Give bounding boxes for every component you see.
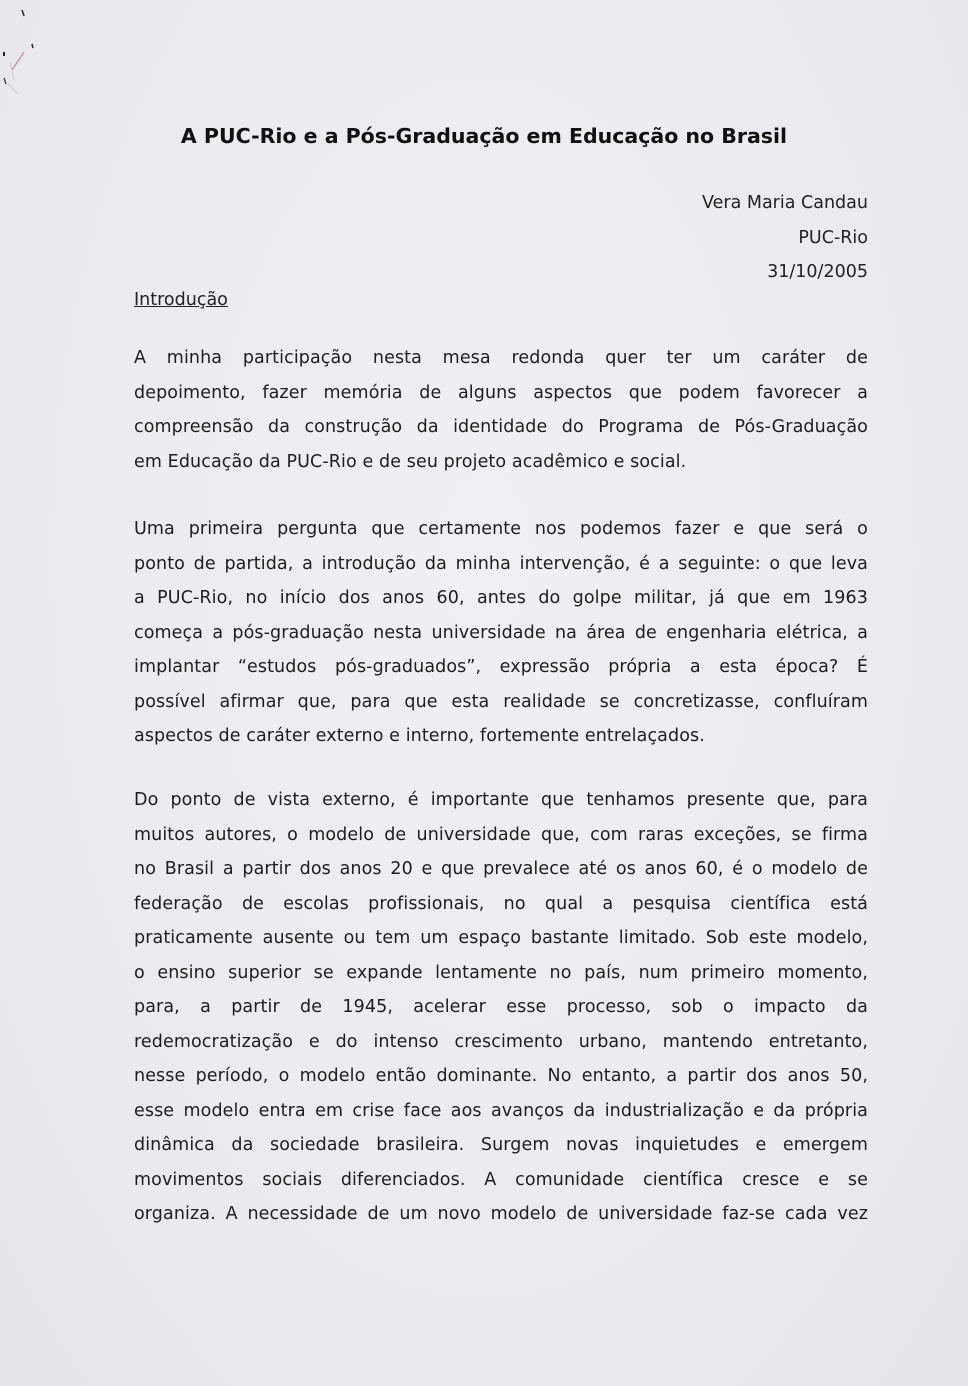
document-date: 31/10/2005 [767,262,868,282]
staple-marks-icon [0,0,60,100]
paragraph-line: a PUC-Rio, no início dos anos 60, antes do golpe militar, já que em 1963 [134,588,868,608]
paragraph-line: o ensino superior se expande lentamente no país, num primeiro momento, [134,962,868,983]
paragraph-line: implantar “estudos pós-graduados”, expressão própria a esta época? É [134,657,868,677]
paragraph-line: dinâmica da sociedade brasileira. Surgem novas inquietudes e emergem [134,1135,868,1155]
author-name: Vera Maria Candau [702,193,868,213]
paragraph-line: no Brasil a partir dos anos 20 e que prevalece até os anos 60, é o modelo de [134,859,868,879]
paragraph-line: Do ponto de vista externo, é importante que tenhamos presente que, para [134,790,868,810]
paragraph-line: federação de escolas profissionais, no qual a pesquisa científica está [134,893,868,914]
paragraph-line: começa a pós-graduação nesta universidade na área de engenharia elétrica, a [134,622,868,643]
paragraph-line: aspectos de caráter externo e interno, fortemente entrelaçados. [134,726,705,746]
paragraph-line: redemocratização e do intenso crescimento urbano, mantendo entretanto, [134,1031,868,1052]
paragraph-line: praticamente ausente ou tem um espaço bastante limitado. Sob este modelo, [134,928,868,948]
paragraph-line: A minha participação nesta mesa redonda quer ter um caráter de [134,348,868,368]
author-institution: PUC-Rio [798,227,868,248]
document-title: A PUC-Rio e a Pós-Graduação em Educação no Brasil [180,124,788,148]
paragraph-line: Uma primeira pergunta que certamente nos podemos fazer e que será o [134,519,868,539]
paragraph-line: muitos autores, o modelo de universidade que, com raras exceções, se firma [134,824,868,845]
paragraph-line: para, a partir de 1945, acelerar esse processo, sob o impacto da [134,997,868,1017]
section-heading: Introdução [134,290,228,310]
paragraph-line: nesse período, o modelo então dominante. No entanto, a partir dos anos 50, [134,1066,868,1086]
paragraph-line: organiza. A necessidade de um novo modelo de universidade faz-se cada vez [134,1204,868,1224]
paragraph-line: depoimento, fazer memória de alguns aspectos que podem favorecer a [134,382,868,403]
paragraph-line: ponto de partida, a introdução da minha intervenção, é a seguinte: o que leva [134,553,868,574]
paragraph-line: compreensão da construção da identidade do Programa de Pós-Graduação [134,417,868,437]
paragraph-1 [134,341,868,479]
byline [702,186,868,290]
paragraph-3 [134,783,868,1232]
paragraph-line: em Educação da PUC-Rio e de seu projeto acadêmico e social. [134,451,687,472]
paragraph-line: movimentos sociais diferenciados. A comunidade científica cresce e se [134,1169,868,1190]
paragraph-line: possível afirmar que, para que esta realidade se concretizasse, confluíram [134,691,868,712]
paragraph-line: esse modelo entra em crise face aos avanços da industrialização e da própria [134,1100,868,1121]
paragraph-2 [134,512,868,754]
